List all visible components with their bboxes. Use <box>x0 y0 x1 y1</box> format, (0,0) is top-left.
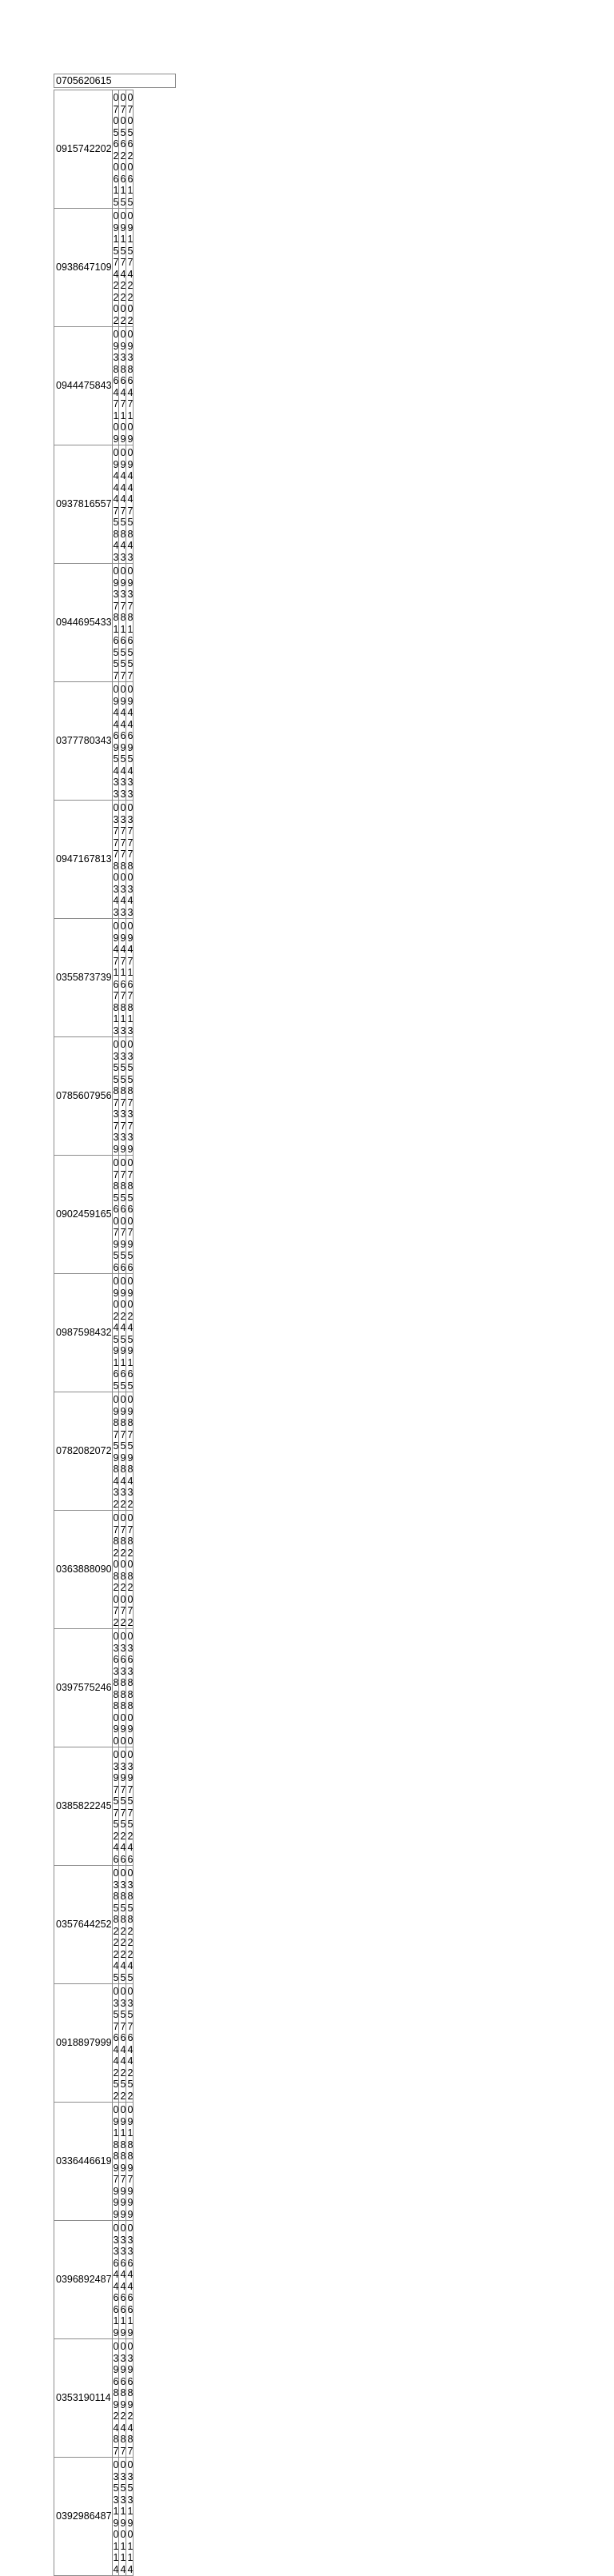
header-cell[interactable]: 0705620615 <box>54 74 176 88</box>
table-row <box>54 445 134 564</box>
cell-col-d[interactable]: 0947167813 <box>126 919 134 1037</box>
cell-col-d[interactable]: 0987598432 <box>126 1392 134 1511</box>
table-row <box>54 2221 134 2339</box>
cell-col-a[interactable]: 0336446619 <box>54 2103 113 2221</box>
cell-col-b[interactable]: 0385822245 <box>112 1866 119 1984</box>
cell-col-d[interactable]: 0385822245 <box>126 1866 134 1984</box>
cell-col-a[interactable]: 0385822245 <box>54 1747 113 1866</box>
table-row <box>54 327 134 445</box>
cell-col-c[interactable]: 0947167813 <box>119 919 126 1037</box>
table-row <box>54 919 134 1037</box>
cell-col-a[interactable]: 0392986487 <box>54 2458 113 2576</box>
cell-col-b[interactable]: 0944475843 <box>112 445 119 564</box>
cell-col-b[interactable]: 0397575246 <box>112 1747 119 1866</box>
cell-col-d[interactable]: 0353190114 <box>126 2458 134 2576</box>
table-row <box>54 2339 134 2458</box>
cell-col-b[interactable]: 0363888090 <box>112 1629 119 1747</box>
cell-col-d[interactable]: 0357644252 <box>126 1984 134 2103</box>
table-row <box>54 209 134 327</box>
cell-col-b[interactable]: 0705620615 <box>112 90 119 209</box>
cell-col-a[interactable]: 0357644252 <box>54 1866 113 1984</box>
cell-col-a[interactable]: 0902459165 <box>54 1156 113 1274</box>
cell-col-d[interactable]: 0902459165 <box>126 1274 134 1392</box>
table-row <box>54 1629 134 1747</box>
table-row <box>54 1392 134 1511</box>
table-row <box>54 2103 134 2221</box>
cell-col-a[interactable]: 0918897999 <box>54 1984 113 2103</box>
cell-col-b[interactable]: 0987598432 <box>112 1392 119 1511</box>
cell-col-d[interactable]: 0705620615 <box>126 90 134 209</box>
cell-col-d[interactable]: 0396892487 <box>126 2339 134 2458</box>
cell-col-d[interactable]: 0363888090 <box>126 1629 134 1747</box>
table-row <box>54 801 134 919</box>
cell-col-c[interactable]: 0785607956 <box>119 1156 126 1274</box>
cell-col-d[interactable]: 0915742202 <box>126 209 134 327</box>
cell-col-c[interactable]: 0944695433 <box>119 682 126 801</box>
cell-col-a[interactable]: 0937816557 <box>54 445 113 564</box>
cell-col-b[interactable]: 0947167813 <box>112 919 119 1037</box>
cell-col-c[interactable]: 0363888090 <box>119 1629 126 1747</box>
cell-col-a[interactable]: 0353190114 <box>54 2339 113 2458</box>
cell-col-c[interactable]: 0336446619 <box>119 2221 126 2339</box>
table-row <box>54 1866 134 1984</box>
cell-col-d[interactable]: 0937816557 <box>126 564 134 682</box>
table-row <box>54 90 134 209</box>
cell-col-b[interactable]: 0938647109 <box>112 327 119 445</box>
cell-col-c[interactable]: 0353190114 <box>119 2458 126 2576</box>
table-body <box>54 90 134 2576</box>
cell-col-a[interactable]: 0363888090 <box>54 1511 113 1629</box>
cell-col-c[interactable]: 0355873739 <box>119 1037 126 1156</box>
table-row <box>54 682 134 801</box>
cell-col-c[interactable]: 0902459165 <box>119 1274 126 1392</box>
cell-col-b[interactable]: 0785607956 <box>112 1156 119 1274</box>
cell-col-a[interactable]: 0785607956 <box>54 1037 113 1156</box>
cell-col-d[interactable]: 0397575246 <box>126 1747 134 1866</box>
cell-col-b[interactable]: 0944695433 <box>112 682 119 801</box>
cell-col-a[interactable]: 0987598432 <box>54 1274 113 1392</box>
cell-col-d[interactable]: 0918897999 <box>126 2103 134 2221</box>
cell-col-b[interactable]: 0355873739 <box>112 1037 119 1156</box>
cell-col-d[interactable]: 0782082072 <box>126 1511 134 1629</box>
cell-col-a[interactable]: 0944695433 <box>54 564 113 682</box>
cell-col-a[interactable]: 0915742202 <box>54 90 113 209</box>
cell-col-d[interactable]: 0377780343 <box>126 801 134 919</box>
table-row <box>54 1156 134 1274</box>
cell-col-c[interactable]: 0377780343 <box>119 801 126 919</box>
cell-col-a[interactable]: 0397575246 <box>54 1629 113 1747</box>
cell-col-d[interactable]: 0355873739 <box>126 1037 134 1156</box>
cell-col-c[interactable]: 0705620615 <box>119 90 126 209</box>
cell-col-b[interactable]: 0357644252 <box>112 1984 119 2103</box>
cell-col-a[interactable]: 0944475843 <box>54 327 113 445</box>
table-row <box>54 1274 134 1392</box>
cell-col-c[interactable]: 0915742202 <box>119 209 126 327</box>
table-row <box>54 1037 134 1156</box>
cell-col-b[interactable]: 0353190114 <box>112 2458 119 2576</box>
table-row <box>54 1511 134 1629</box>
cell-col-a[interactable]: 0355873739 <box>54 919 113 1037</box>
cell-col-c[interactable]: 0396892487 <box>119 2339 126 2458</box>
cell-col-c[interactable]: 0944475843 <box>119 445 126 564</box>
table-row <box>54 564 134 682</box>
cell-col-a[interactable]: 0947167813 <box>54 801 113 919</box>
cell-col-c[interactable]: 0397575246 <box>119 1747 126 1866</box>
cell-col-b[interactable]: 0336446619 <box>112 2221 119 2339</box>
cell-col-d[interactable]: 0336446619 <box>126 2221 134 2339</box>
cell-col-b[interactable]: 0918897999 <box>112 2103 119 2221</box>
cell-col-d[interactable]: 0944475843 <box>126 445 134 564</box>
cell-col-c[interactable]: 0918897999 <box>119 2103 126 2221</box>
table-row <box>54 2458 134 2576</box>
cell-col-d[interactable]: 0785607956 <box>126 1156 134 1274</box>
cell-col-b[interactable]: 0937816557 <box>112 564 119 682</box>
cell-col-b[interactable]: 0782082072 <box>112 1511 119 1629</box>
cell-col-b[interactable]: 0915742202 <box>112 209 119 327</box>
cell-col-b[interactable]: 0377780343 <box>112 801 119 919</box>
cell-col-a[interactable]: 0396892487 <box>54 2221 113 2339</box>
cell-col-c[interactable]: 0938647109 <box>119 327 126 445</box>
cell-col-c[interactable]: 0987598432 <box>119 1392 126 1511</box>
cell-col-b[interactable]: 0902459165 <box>112 1274 119 1392</box>
table-row <box>54 1984 134 2103</box>
cell-col-a[interactable]: 0938647109 <box>54 209 113 327</box>
cell-col-b[interactable]: 0396892487 <box>112 2339 119 2458</box>
phone-number-table <box>54 90 134 2576</box>
cell-col-c[interactable]: 0385822245 <box>119 1866 126 1984</box>
cell-col-a[interactable]: 0782082072 <box>54 1392 113 1511</box>
cell-col-d[interactable]: 0944695433 <box>126 682 134 801</box>
cell-col-a[interactable]: 0377780343 <box>54 682 113 801</box>
cell-col-d[interactable]: 0938647109 <box>126 327 134 445</box>
cell-col-c[interactable]: 0937816557 <box>119 564 126 682</box>
cell-col-c[interactable]: 0357644252 <box>119 1984 126 2103</box>
table-row <box>54 1747 134 1866</box>
cell-col-c[interactable]: 0782082072 <box>119 1511 126 1629</box>
